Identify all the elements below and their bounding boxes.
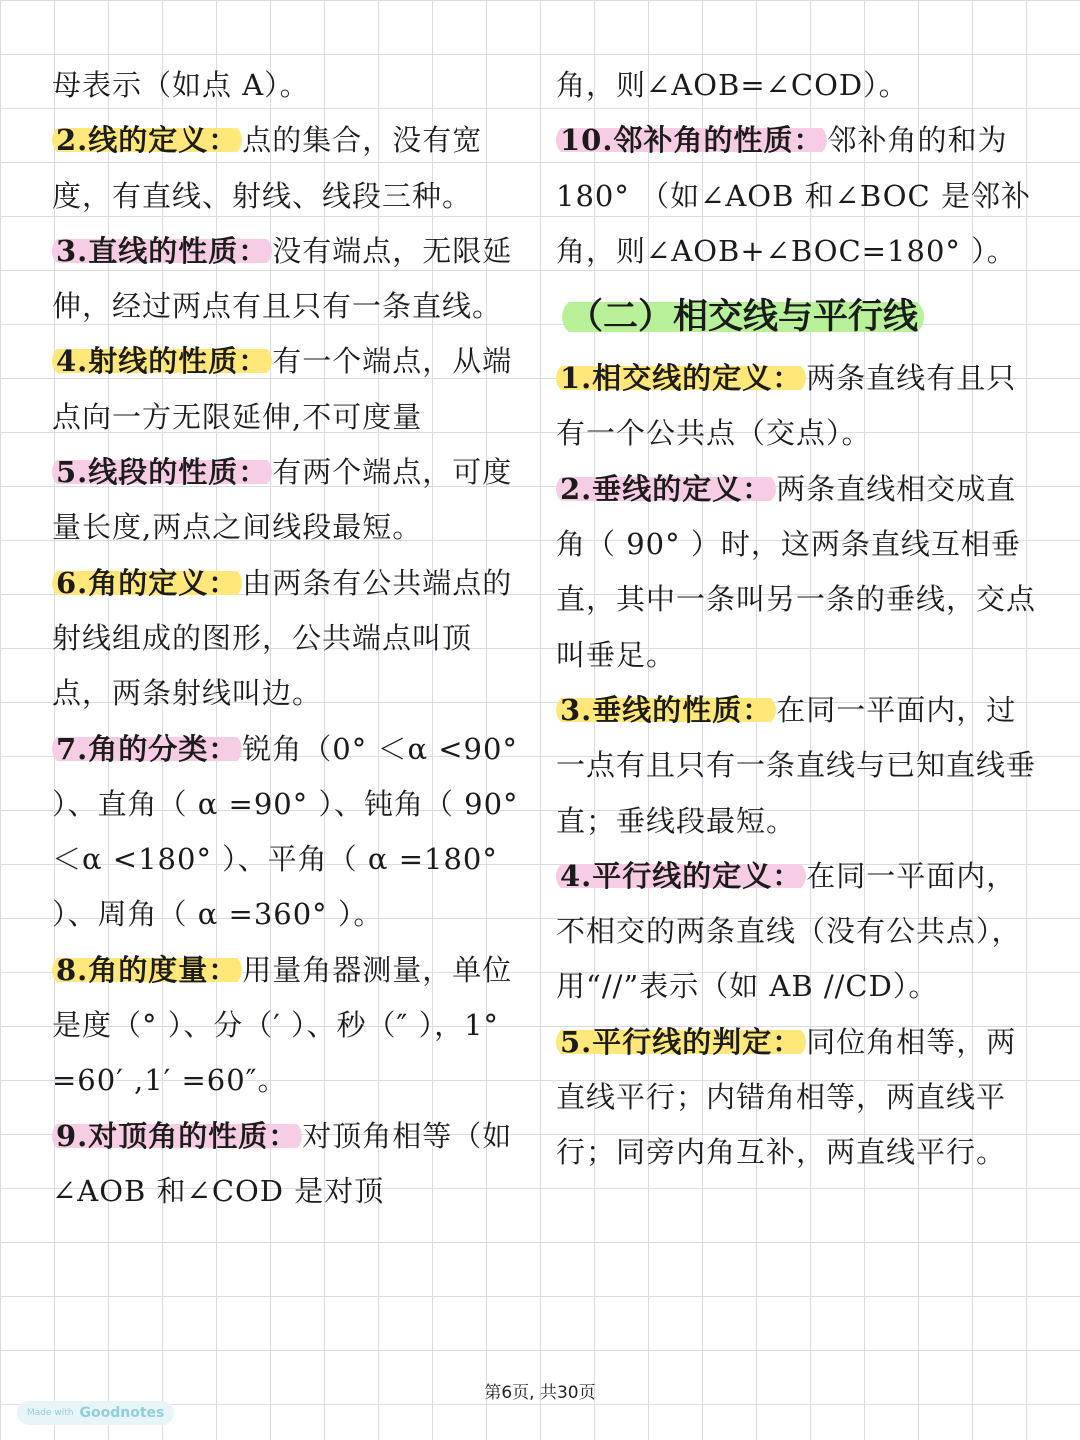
list-item	[52, 1109, 522, 1220]
item-body: 由两条有公共端点的射线组成的图形，公共端点叫顶点，两条射线叫边。	[52, 565, 513, 711]
item-term: 10.邻补角的性质：	[556, 123, 827, 157]
item-term: 2.垂线的定义：	[556, 472, 776, 506]
item-term: 8.角的度量：	[52, 953, 242, 987]
item-body: 母表示（如点 A）。	[52, 68, 310, 102]
item-term: 5.平行线的判定：	[556, 1025, 806, 1059]
page-number: 第6页, 共30页	[484, 1383, 596, 1403]
item-body: 有两个端点，可度量长度,两点之间线段最短。	[52, 455, 513, 545]
item-body: 在同一平面内，过一点有且只有一条直线与已知直线垂直；垂线段最短。	[556, 692, 1037, 838]
list-item	[52, 556, 522, 722]
left-column	[52, 58, 522, 1219]
watermark-brand: Goodnotes	[79, 1405, 165, 1421]
item-body: 用量角器测量，单位是度（° ）、分（′ ）、秒（″ ），1° =60′ ,1′ =60″。	[52, 952, 513, 1098]
item-body: 两条直线有且只有一个公共点（交点）。	[556, 361, 1017, 451]
watermark-made-with: Made with	[27, 1408, 74, 1418]
list-item	[556, 58, 1036, 113]
item-term: 4.平行线的定义：	[556, 859, 806, 893]
item-term: 7.角的分类：	[52, 732, 242, 766]
item-term: 6.角的定义：	[52, 566, 242, 600]
item-body: 两条直线相交成直角（ 90° ）时，这两条直线互相垂直，其中一条叫另一条的垂线，交点叫垂足。	[556, 471, 1037, 672]
item-body: 没有端点，无限延伸，经过两点有且只有一条直线。	[52, 233, 513, 324]
item-term: 4.射线的性质：	[52, 344, 272, 378]
item-term: 3.直线的性质：	[52, 234, 272, 268]
list-item	[556, 462, 1036, 683]
item-term: 2.线的定义：	[52, 123, 242, 157]
list-item	[52, 224, 522, 335]
section-heading-text: （二）相交线与平行线	[562, 297, 924, 337]
item-body: 角，则∠AOB=∠COD）。	[556, 68, 909, 102]
list-item	[52, 943, 522, 1109]
item-body: 对顶角相等（如∠AOB 和∠COD 是对顶	[52, 1118, 513, 1208]
goodnotes-watermark	[17, 1401, 174, 1425]
list-item	[52, 113, 522, 224]
section-heading	[562, 285, 1036, 349]
list-item	[556, 113, 1036, 279]
item-body: 点的集合，没有宽度，有直线、射线、线段三种。	[52, 123, 483, 213]
list-item	[556, 683, 1036, 849]
item-term: 5.线段的性质：	[52, 455, 272, 489]
list-item	[556, 1015, 1036, 1181]
list-item	[556, 351, 1036, 462]
item-term: 1.相交线的定义：	[556, 361, 806, 395]
list-item	[52, 334, 522, 445]
item-body: 在同一平面内，不相交的两条直线（没有公共点），用“//”表示（如 AB //CD）。	[556, 858, 1022, 1004]
list-item	[52, 445, 522, 556]
item-body: 同位角相等，两直线平行；内错角相等，两直线平行；同旁内角互补，两直线平行。	[556, 1024, 1017, 1170]
item-body: 有一个端点，从端点向一方无限延伸,不可度量	[52, 344, 513, 434]
item-body: 锐角（0° ＜α <90° ）、直角（ α =90° ）、钝角（ 90° ＜α <180° ）、平角（ α =180° ）、周角（ α =360° ）。	[52, 731, 519, 932]
item-term: 3.垂线的性质：	[556, 693, 776, 727]
item-body: 邻补角的和为 180° （如∠AOB 和∠BOC 是邻补角，则∠AOB+∠BOC=180° ）。	[556, 123, 1031, 268]
list-item	[52, 58, 522, 113]
item-term: 9.对顶角的性质：	[52, 1119, 302, 1153]
list-item	[52, 722, 522, 943]
right-column	[556, 58, 1036, 1181]
list-item	[556, 849, 1036, 1015]
